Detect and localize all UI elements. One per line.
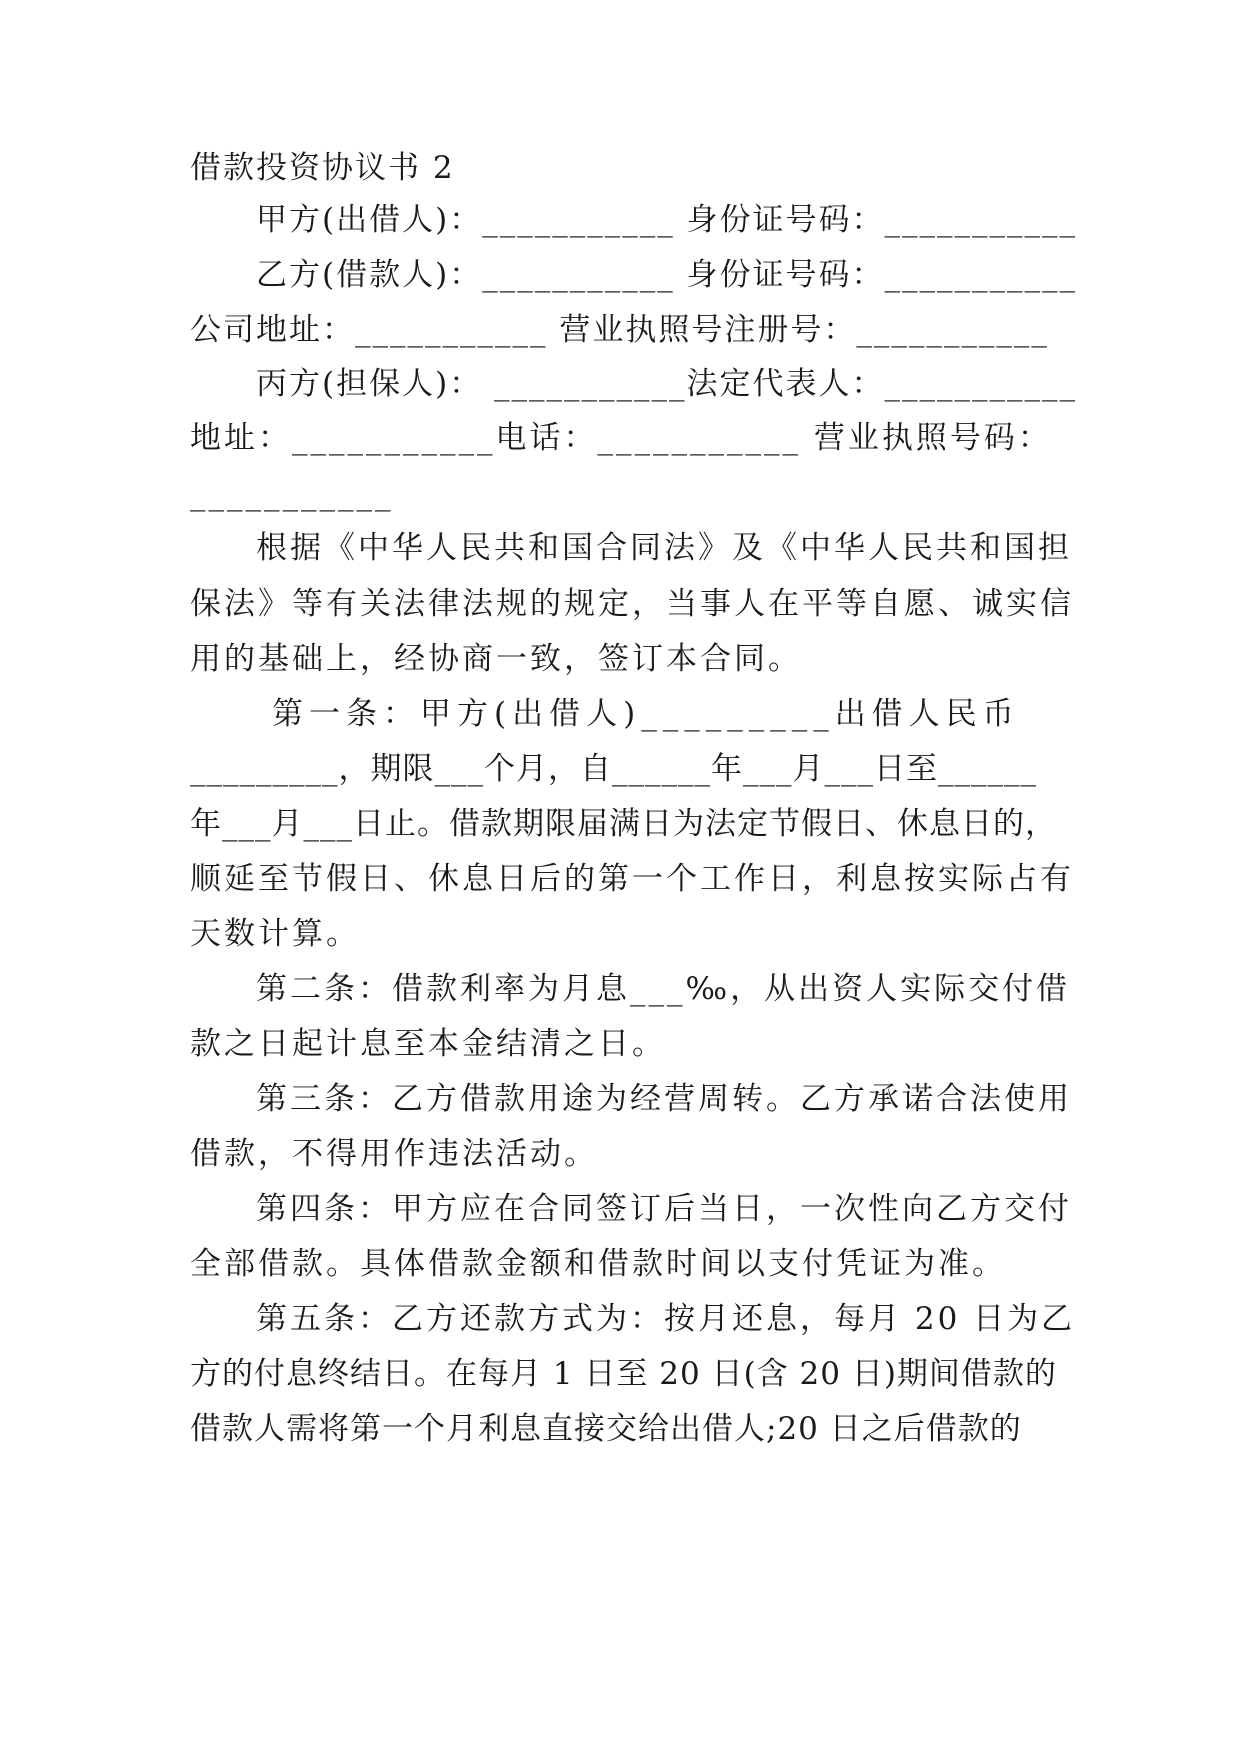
article-3-line-1: 第三条：乙方借款用途为经营周转。乙方承诺合法使用: [256, 1081, 1072, 1117]
preamble-line-3: 用的基础上，经协商一致，签订本合同。: [190, 641, 802, 677]
article-4-line-2: 全部借款。具体借款金额和借款时间以支付凭证为准。: [190, 1246, 1006, 1282]
article-1-line-5: 天数计算。: [190, 916, 360, 952]
document-title: 借款投资协议书 2: [190, 150, 455, 186]
preamble-line-2: 保法》等有关法律法规的规定，当事人在平等自愿、诚实信: [190, 586, 1074, 622]
article-1-line-4: 顺延至节假日、休息日后的第一个工作日，利息按实际占有: [190, 861, 1074, 897]
article-5-line-2: 方的付息终结日。在每月 1 日至 20 日(含 20 日)期间借款的: [190, 1356, 1057, 1392]
party-b-line: 乙方(借款人)：___________ 身份证号码：___________: [256, 257, 1078, 293]
article-5-line-3: 借款人需将第一个月利息直接交给出借人;20 日之后借款的: [190, 1411, 1022, 1447]
article-4-line-1: 第四条：甲方应在合同签订后当日，一次性向乙方交付: [256, 1191, 1072, 1227]
article-3-line-2: 借款，不得用作违法活动。: [190, 1136, 598, 1172]
article-2-line-2: 款之日起计息至本金结清之日。: [190, 1026, 666, 1062]
company-address-line: 公司地址：___________ 营业执照号注册号：___________: [190, 312, 1049, 348]
preamble-line-1: 根据《中华人民共和国合同法》及《中华人民共和国担: [256, 530, 1072, 566]
license-number-blank: ___________: [190, 476, 394, 512]
party-a-line: 甲方(出借人)：___________ 身份证号码：___________: [256, 202, 1078, 238]
article-2-line-1: 第二条：借款利率为月息___‰，从出资人实际交付借: [256, 971, 1071, 1007]
article-1-line-1: 第一条：甲方(出借人)_________出借人民币: [272, 696, 1020, 732]
article-5-line-1: 第五条：乙方还款方式为：按月还息，每月 20 日为乙: [256, 1301, 1076, 1337]
article-1-line-3: 年___月___日止。借款期限届满日为法定节假日、休息日的，: [190, 806, 1057, 842]
address-phone-line: 地址：___________电话：___________ 营业执照号码：: [190, 420, 1052, 456]
article-1-line-2: _________，期限___个月，自______年___月___日至______: [190, 751, 1037, 787]
party-c-line: 丙方(担保人)： ___________法定代表人：___________: [256, 366, 1078, 402]
